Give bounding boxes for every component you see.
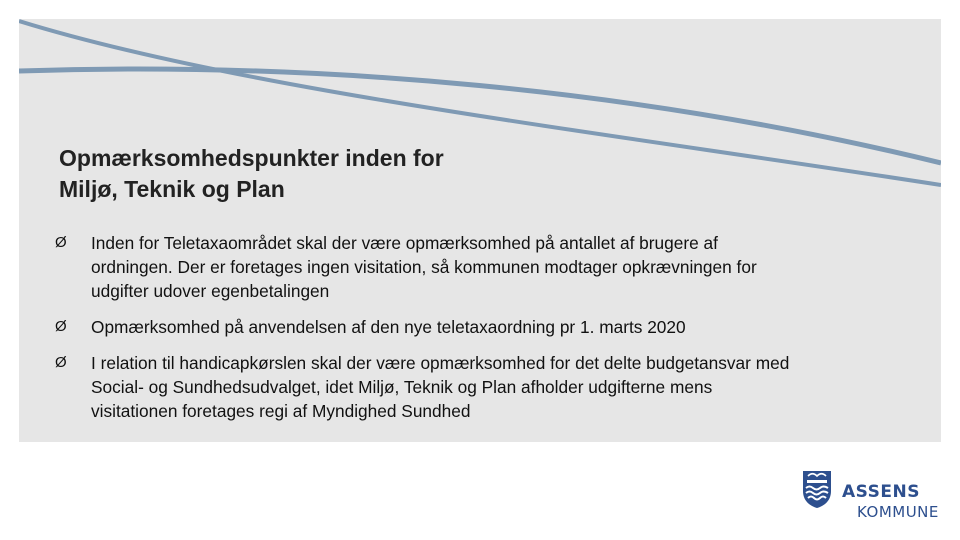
bullet-item — [55, 315, 925, 339]
arrow-bullet-icon: Ø — [55, 354, 67, 371]
bullet-line: ordningen. Der er foretages ingen visitation, så kommunen modtager opkrævningen for — [91, 257, 757, 277]
bullet-line: Social- og Sundhedsudvalget, idet Miljø, Teknik og Plan afholder udgifterne mens — [91, 377, 713, 397]
slide-panel — [19, 19, 941, 442]
slide-title — [59, 143, 759, 205]
arrow-bullet-icon: Ø — [55, 318, 67, 335]
title-line: Miljø, Teknik og Plan — [59, 176, 285, 202]
bullet-line: visitationen foretages regi af Myndighed Sundhed — [91, 401, 471, 421]
bullet-list — [55, 231, 925, 435]
bullet-line: Opmærksomhed på anvendelsen af den nye teletaxaordning pr 1. marts 2020 — [91, 317, 686, 337]
bullet-line: Inden for Teletaxaområdet skal der være opmærksomhed på antallet af brugere af — [91, 233, 718, 253]
bullet-item — [55, 231, 925, 303]
title-line: Opmærksomhedspunkter inden for — [59, 145, 444, 171]
assens-kommune-logo — [802, 468, 942, 524]
assens-crest-icon — [802, 469, 832, 509]
arrow-bullet-icon: Ø — [55, 234, 67, 251]
bullet-line: udgifter udover egenbetalingen — [91, 281, 330, 301]
bullet-item — [55, 351, 925, 423]
logo-name: ASSENS — [842, 482, 920, 502]
logo-subtitle: KOMMUNE — [857, 503, 939, 521]
bullet-line: I relation til handicapkørslen skal der være opmærksomhed for det delte budgetansvar med — [91, 353, 790, 373]
